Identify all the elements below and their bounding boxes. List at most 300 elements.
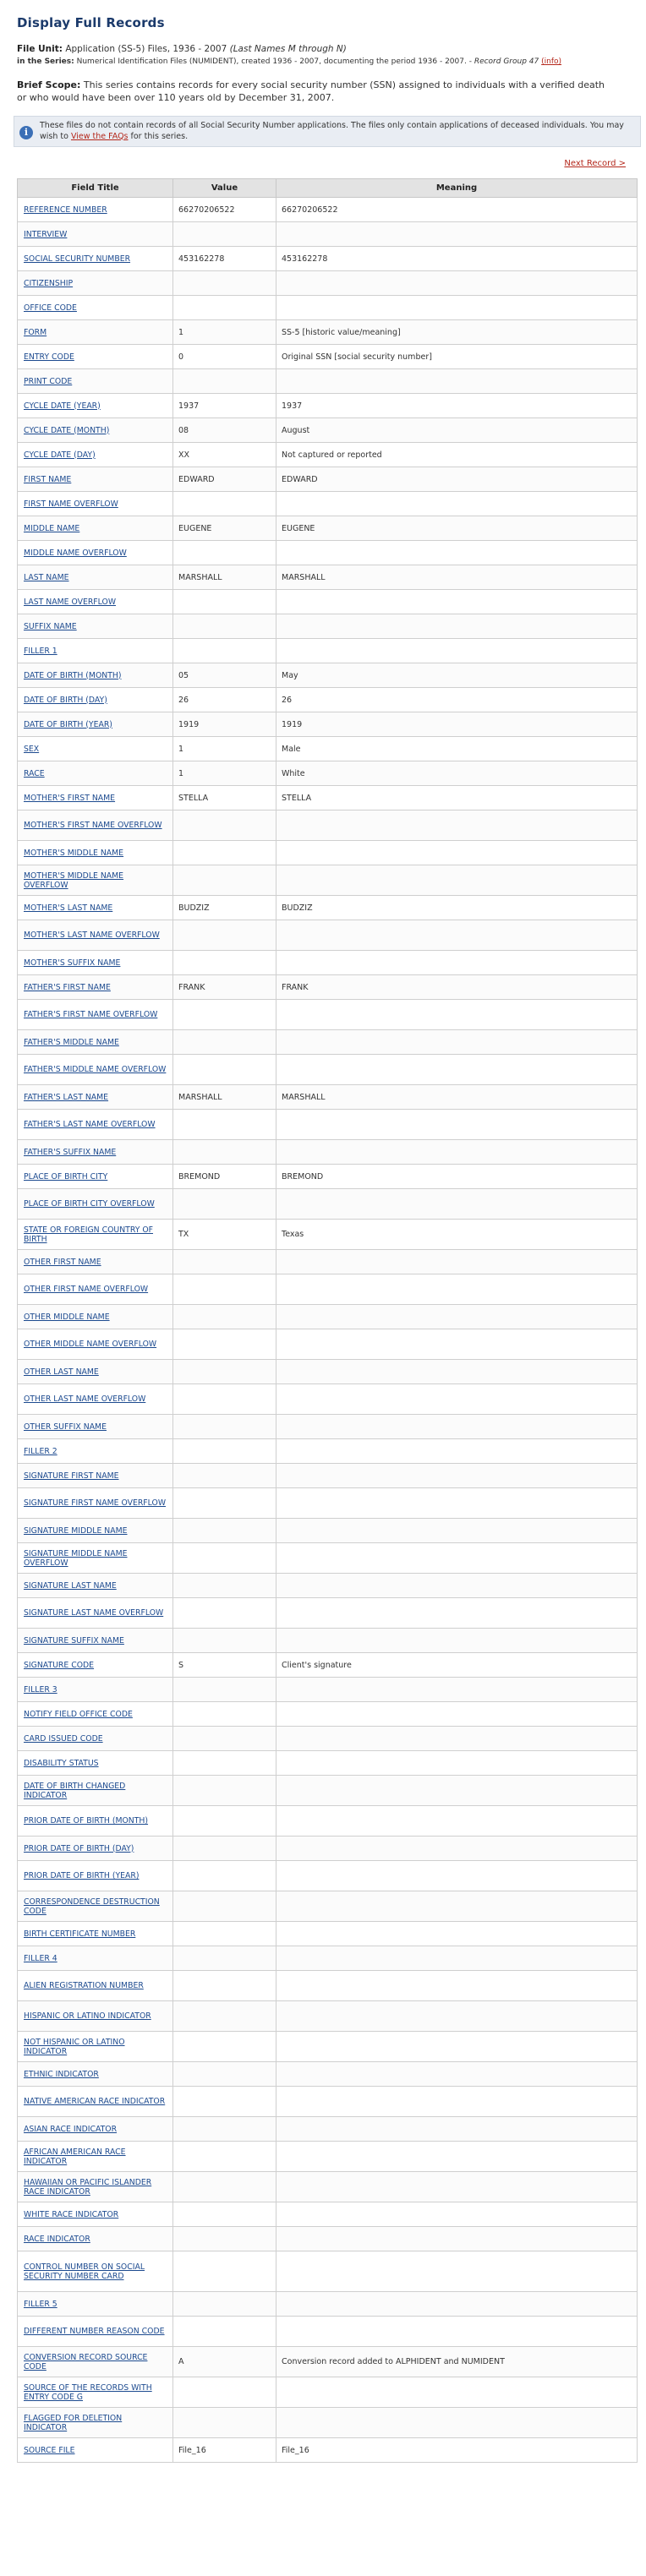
table-row bbox=[18, 920, 638, 951]
field-title-cell bbox=[18, 896, 173, 920]
table-row bbox=[18, 1946, 638, 1971]
field-title-link[interactable]: OTHER FIRST NAME OVERFLOW bbox=[24, 1285, 149, 1294]
value-cell bbox=[173, 1000, 276, 1030]
table-row bbox=[18, 2001, 638, 2032]
next-record-link[interactable]: Next Record > bbox=[564, 159, 626, 168]
field-title-link[interactable]: MOTHER'S SUFFIX NAME bbox=[24, 958, 121, 968]
value-cell bbox=[173, 296, 276, 320]
value-cell bbox=[173, 1360, 276, 1384]
table-row bbox=[18, 737, 638, 761]
value-cell bbox=[173, 639, 276, 663]
value-cell bbox=[173, 1543, 276, 1574]
value-cell bbox=[173, 1702, 276, 1727]
meaning-cell: Client's signature bbox=[276, 1653, 638, 1678]
value-cell bbox=[173, 1574, 276, 1598]
table-row bbox=[18, 1220, 638, 1250]
field-title-cell bbox=[18, 639, 173, 663]
field-title-link[interactable]: FATHER'S MIDDLE NAME bbox=[24, 1037, 119, 1047]
field-title-cell bbox=[18, 1543, 173, 1574]
field-title-link[interactable]: FATHER'S LAST NAME bbox=[24, 1092, 109, 1102]
value-cell bbox=[173, 1776, 276, 1806]
field-title-link[interactable]: NOT HISPANIC OR LATINO INDICATOR bbox=[24, 2037, 125, 2056]
field-title-link[interactable]: LAST NAME OVERFLOW bbox=[24, 597, 117, 607]
field-title-cell bbox=[18, 1030, 173, 1055]
field-title-link[interactable]: CARD ISSUED CODE bbox=[24, 1733, 103, 1744]
meaning-cell bbox=[276, 1861, 638, 1891]
value-cell: EDWARD bbox=[173, 467, 276, 492]
field-title-link[interactable]: PRIOR DATE OF BIRTH (DAY) bbox=[24, 1843, 134, 1853]
meaning-cell bbox=[276, 1946, 638, 1971]
value-cell bbox=[173, 1836, 276, 1861]
value-cell: FRANK bbox=[173, 975, 276, 1000]
field-title-link[interactable]: FILLER 2 bbox=[24, 1446, 57, 1456]
file-unit-line bbox=[17, 44, 626, 55]
table-row bbox=[18, 2202, 638, 2227]
field-title-link[interactable]: ETHNIC INDICATOR bbox=[24, 2069, 99, 2079]
table-row bbox=[18, 2292, 638, 2317]
field-title-link[interactable]: NOTIFY FIELD OFFICE CODE bbox=[24, 1709, 133, 1719]
field-title-cell bbox=[18, 1891, 173, 1922]
value-cell bbox=[173, 590, 276, 614]
field-title-link[interactable]: MOTHER'S MIDDLE NAME OVERFLOW bbox=[24, 870, 124, 890]
series-line bbox=[17, 57, 626, 68]
field-title-link[interactable]: CONTROL NUMBER ON SOCIAL SECURITY NUMBER CARD bbox=[24, 2262, 145, 2281]
field-title-link[interactable]: FILLER 4 bbox=[24, 1953, 57, 1963]
meaning-cell: File_16 bbox=[276, 2438, 638, 2463]
field-title-cell bbox=[18, 590, 173, 614]
value-cell bbox=[173, 614, 276, 639]
field-title-link[interactable]: FORM bbox=[24, 327, 47, 337]
meaning-cell bbox=[276, 810, 638, 841]
value-cell: MARSHALL bbox=[173, 1085, 276, 1110]
field-title-link[interactable]: OTHER FIRST NAME bbox=[24, 1257, 101, 1267]
field-title-cell bbox=[18, 2032, 173, 2062]
meaning-cell: SS-5 [historic value/meaning] bbox=[276, 320, 638, 345]
field-title-link[interactable]: MOTHER'S LAST NAME OVERFLOW bbox=[24, 931, 160, 940]
field-title-link[interactable]: CYCLE DATE (YEAR) bbox=[24, 401, 101, 411]
field-title-link[interactable]: SIGNATURE CODE bbox=[24, 1660, 95, 1670]
field-title-cell bbox=[18, 1806, 173, 1836]
value-cell: 0 bbox=[173, 345, 276, 369]
field-title-cell bbox=[18, 1439, 173, 1464]
meaning-cell bbox=[276, 1140, 638, 1165]
page-title: Display Full Records bbox=[17, 15, 165, 30]
table-row bbox=[18, 345, 638, 369]
field-title-link[interactable]: AFRICAN AMERICAN RACE INDICATOR bbox=[24, 2147, 126, 2166]
value-cell bbox=[173, 2251, 276, 2292]
value-cell: 1 bbox=[173, 737, 276, 761]
table-row bbox=[18, 1439, 638, 1464]
field-title-link[interactable]: SIGNATURE LAST NAME OVERFLOW bbox=[24, 1608, 164, 1618]
field-title-cell bbox=[18, 786, 173, 810]
field-title-link[interactable]: FATHER'S FIRST NAME bbox=[24, 982, 111, 992]
field-title-cell bbox=[18, 394, 173, 418]
table-row bbox=[18, 1329, 638, 1360]
field-title-cell bbox=[18, 565, 173, 590]
field-title-cell bbox=[18, 1220, 173, 1250]
table-row bbox=[18, 688, 638, 712]
value-cell bbox=[173, 2227, 276, 2251]
table-row bbox=[18, 2251, 638, 2292]
meaning-cell bbox=[276, 841, 638, 865]
field-title-link[interactable]: DATE OF BIRTH CHANGED INDICATOR bbox=[24, 1781, 126, 1800]
value-cell bbox=[173, 2202, 276, 2227]
field-title-link[interactable]: MOTHER'S FIRST NAME bbox=[24, 793, 116, 803]
field-title-link[interactable]: SIGNATURE SUFFIX NAME bbox=[24, 1635, 124, 1645]
meaning-cell bbox=[276, 541, 638, 565]
field-title-link[interactable]: WHITE RACE INDICATOR bbox=[24, 2209, 119, 2219]
field-title-cell bbox=[18, 369, 173, 394]
value-cell bbox=[173, 2292, 276, 2317]
field-title-cell bbox=[18, 2317, 173, 2347]
value-cell bbox=[173, 810, 276, 841]
field-title-link[interactable]: DISABILITY STATUS bbox=[24, 1758, 99, 1768]
table-row bbox=[18, 1085, 638, 1110]
field-title-cell bbox=[18, 2408, 173, 2438]
field-title-link[interactable]: PRIOR DATE OF BIRTH (MONTH) bbox=[24, 1816, 149, 1826]
field-title-link[interactable]: DIFFERENT NUMBER REASON CODE bbox=[24, 2327, 165, 2336]
table-row bbox=[18, 1000, 638, 1030]
value-cell: 26 bbox=[173, 688, 276, 712]
meaning-cell bbox=[276, 1110, 638, 1140]
series-text: Numerical Identification Files (NUMIDENT), created 1936 - 2007, documenting the period 1936 - 2007. - bbox=[76, 57, 474, 66]
field-title-link[interactable]: SOURCE FILE bbox=[24, 2445, 75, 2455]
field-title-link[interactable]: OTHER MIDDLE NAME bbox=[24, 1312, 110, 1322]
field-title-link[interactable]: SEX bbox=[24, 744, 40, 754]
value-cell: File_16 bbox=[173, 2438, 276, 2463]
field-title-link[interactable]: STATE OR FOREIGN COUNTRY OF BIRTH bbox=[24, 1225, 154, 1244]
meaning-cell bbox=[276, 2408, 638, 2438]
field-title-link[interactable]: OTHER LAST NAME OVERFLOW bbox=[24, 1394, 146, 1404]
field-title-link[interactable]: BIRTH CERTIFICATE NUMBER bbox=[24, 1929, 136, 1939]
field-title-cell bbox=[18, 247, 173, 271]
value-cell bbox=[173, 1629, 276, 1653]
table-row bbox=[18, 1653, 638, 1678]
field-title-link[interactable]: MOTHER'S LAST NAME bbox=[24, 903, 113, 913]
value-cell: 1919 bbox=[173, 712, 276, 737]
meaning-cell bbox=[276, 1543, 638, 1574]
value-cell bbox=[173, 2032, 276, 2062]
field-title-cell bbox=[18, 296, 173, 320]
value-cell bbox=[173, 1678, 276, 1702]
series-label: in the Series: bbox=[17, 57, 74, 66]
field-title-link[interactable]: FATHER'S MIDDLE NAME OVERFLOW bbox=[24, 1065, 167, 1074]
value-cell: 05 bbox=[173, 663, 276, 688]
meaning-cell: EUGENE bbox=[276, 516, 638, 541]
meaning-cell bbox=[276, 296, 638, 320]
value-cell bbox=[173, 1946, 276, 1971]
field-title-cell bbox=[18, 1305, 173, 1329]
value-cell: 1 bbox=[173, 320, 276, 345]
table-row bbox=[18, 1165, 638, 1189]
file-unit-label: File Unit: bbox=[17, 44, 63, 54]
value-cell bbox=[173, 1305, 276, 1329]
meaning-cell bbox=[276, 639, 638, 663]
field-title-link[interactable]: NATIVE AMERICAN RACE INDICATOR bbox=[24, 2097, 166, 2106]
field-title-link[interactable]: FILLER 3 bbox=[24, 1684, 57, 1695]
field-title-link[interactable]: RACE INDICATOR bbox=[24, 2234, 90, 2244]
meaning-cell: BUDZIZ bbox=[276, 896, 638, 920]
meaning-cell bbox=[276, 2251, 638, 2292]
field-title-cell bbox=[18, 1629, 173, 1653]
meaning-cell bbox=[276, 369, 638, 394]
table-row bbox=[18, 865, 638, 896]
field-title-cell bbox=[18, 2347, 173, 2377]
field-title-cell bbox=[18, 1274, 173, 1305]
meaning-cell bbox=[276, 1415, 638, 1439]
field-title-link[interactable]: ENTRY CODE bbox=[24, 352, 74, 362]
field-title-link[interactable]: DATE OF BIRTH (YEAR) bbox=[24, 719, 112, 729]
meaning-cell bbox=[276, 1678, 638, 1702]
value-cell bbox=[173, 1274, 276, 1305]
field-title-link[interactable]: FATHER'S FIRST NAME OVERFLOW bbox=[24, 1010, 158, 1019]
meaning-cell bbox=[276, 2377, 638, 2408]
field-title-link[interactable]: SOURCE OF THE RECORDS WITH ENTRY CODE G bbox=[24, 2382, 152, 2402]
meaning-cell bbox=[276, 590, 638, 614]
meaning-cell bbox=[276, 2227, 638, 2251]
field-title-link[interactable]: HAWAIIAN OR PACIFIC ISLANDER RACE INDICATOR bbox=[24, 2177, 152, 2197]
table-row bbox=[18, 1055, 638, 1085]
meaning-cell bbox=[276, 1030, 638, 1055]
field-title-cell bbox=[18, 467, 173, 492]
field-title-cell bbox=[18, 345, 173, 369]
field-title-link[interactable]: PRINT CODE bbox=[24, 376, 73, 386]
table-row bbox=[18, 2347, 638, 2377]
table-row bbox=[18, 1751, 638, 1776]
meaning-cell bbox=[276, 1000, 638, 1030]
table-row bbox=[18, 761, 638, 786]
meaning-cell bbox=[276, 1971, 638, 2001]
file-unit-text: Application (SS-5) Files, 1936 - 2007 bbox=[65, 44, 230, 54]
value-cell bbox=[173, 1055, 276, 1085]
value-cell bbox=[173, 2172, 276, 2202]
value-cell bbox=[173, 2087, 276, 2117]
meaning-cell bbox=[276, 1806, 638, 1836]
view-faqs-link[interactable]: View the FAQs bbox=[70, 131, 129, 141]
meaning-cell bbox=[276, 2142, 638, 2172]
meaning-cell bbox=[276, 1702, 638, 1727]
table-row bbox=[18, 2087, 638, 2117]
table-row bbox=[18, 1702, 638, 1727]
field-title-link[interactable]: SIGNATURE MIDDLE NAME bbox=[24, 1525, 128, 1536]
field-title-cell bbox=[18, 541, 173, 565]
meaning-cell bbox=[276, 951, 638, 975]
meaning-cell bbox=[276, 1274, 638, 1305]
field-title-link[interactable]: FIRST NAME bbox=[24, 474, 72, 484]
field-title-link[interactable]: CYCLE DATE (DAY) bbox=[24, 450, 96, 460]
value-cell: XX bbox=[173, 443, 276, 467]
field-title-link[interactable]: DATE OF BIRTH (MONTH) bbox=[24, 670, 122, 680]
field-title-cell bbox=[18, 1751, 173, 1776]
table-row bbox=[18, 951, 638, 975]
meaning-cell: Texas bbox=[276, 1220, 638, 1250]
notice-text-before: These files do not contain records of all Social Security Number applications. The files only contain applications of deceased individuals. You may wish to bbox=[40, 121, 624, 141]
table-row bbox=[18, 1922, 638, 1946]
meaning-cell bbox=[276, 2292, 638, 2317]
field-title-cell bbox=[18, 1836, 173, 1861]
field-title-link[interactable]: PLACE OF BIRTH CITY OVERFLOW bbox=[24, 1199, 155, 1209]
field-title-cell bbox=[18, 2202, 173, 2227]
field-title-link[interactable]: CORRESPONDENCE DESTRUCTION CODE bbox=[24, 1897, 160, 1916]
field-title-link[interactable]: FILLER 5 bbox=[24, 2299, 57, 2309]
table-row bbox=[18, 467, 638, 492]
field-title-link[interactable]: ASIAN RACE INDICATOR bbox=[24, 2124, 118, 2134]
table-body bbox=[18, 198, 638, 2463]
value-cell: A bbox=[173, 2347, 276, 2377]
field-title-link[interactable]: CITIZENSHIP bbox=[24, 278, 74, 288]
brief-scope-text: This series contains records for every social security number (SSN) assigned to individuals with a verified death or who would have been over 110 years old by December 31, 2007. bbox=[17, 79, 605, 103]
field-title-cell bbox=[18, 1464, 173, 1488]
field-title-link[interactable]: SIGNATURE FIRST NAME bbox=[24, 1471, 119, 1481]
field-title-link[interactable]: FATHER'S SUFFIX NAME bbox=[24, 1147, 117, 1157]
value-cell bbox=[173, 2142, 276, 2172]
value-cell bbox=[173, 1751, 276, 1776]
value-cell bbox=[173, 1891, 276, 1922]
table-row bbox=[18, 516, 638, 541]
table-row bbox=[18, 2377, 638, 2408]
field-title-cell bbox=[18, 1598, 173, 1629]
value-cell bbox=[173, 865, 276, 896]
field-title-link[interactable]: OTHER LAST NAME bbox=[24, 1367, 99, 1377]
meaning-cell: BREMOND bbox=[276, 1165, 638, 1189]
value-cell: 08 bbox=[173, 418, 276, 443]
meaning-cell bbox=[276, 1439, 638, 1464]
table-row bbox=[18, 1574, 638, 1598]
field-title-link[interactable]: CONVERSION RECORD SOURCE CODE bbox=[24, 2352, 148, 2371]
field-title-link[interactable]: MIDDLE NAME bbox=[24, 523, 80, 533]
field-title-link[interactable]: OTHER SUFFIX NAME bbox=[24, 1422, 107, 1432]
field-title-link[interactable]: SUFFIX NAME bbox=[24, 621, 77, 631]
field-title-link[interactable]: FILLER 1 bbox=[24, 646, 57, 656]
series-info-link[interactable]: (info) bbox=[541, 57, 562, 66]
field-title-link[interactable]: FLAGGED FOR DELETION INDICATOR bbox=[24, 2413, 123, 2432]
meaning-cell bbox=[276, 2032, 638, 2062]
value-cell: 66270206522 bbox=[173, 198, 276, 222]
table-row bbox=[18, 1776, 638, 1806]
field-title-cell bbox=[18, 1329, 173, 1360]
value-cell bbox=[173, 2408, 276, 2438]
field-title-link[interactable]: SOCIAL SECURITY NUMBER bbox=[24, 254, 131, 264]
table-row bbox=[18, 1274, 638, 1305]
value-cell: STELLA bbox=[173, 786, 276, 810]
field-title-link[interactable]: MOTHER'S FIRST NAME OVERFLOW bbox=[24, 821, 162, 830]
field-title-cell bbox=[18, 2062, 173, 2087]
field-title-link[interactable]: PLACE OF BIRTH CITY bbox=[24, 1171, 108, 1182]
meaning-cell: EDWARD bbox=[276, 467, 638, 492]
field-title-link[interactable]: HISPANIC OR LATINO INDICATOR bbox=[24, 2011, 151, 2021]
value-cell bbox=[173, 1806, 276, 1836]
brief-scope bbox=[17, 79, 626, 104]
table-row bbox=[18, 198, 638, 222]
field-title-link[interactable]: MIDDLE NAME OVERFLOW bbox=[24, 548, 127, 558]
table-header-row bbox=[18, 179, 638, 198]
value-cell bbox=[173, 492, 276, 516]
meaning-cell bbox=[276, 2001, 638, 2032]
field-title-cell bbox=[18, 1415, 173, 1439]
field-title-link[interactable]: FIRST NAME OVERFLOW bbox=[24, 499, 118, 509]
value-cell bbox=[173, 2062, 276, 2087]
meaning-cell bbox=[276, 1727, 638, 1751]
field-title-cell bbox=[18, 737, 173, 761]
records-table bbox=[17, 178, 638, 2463]
field-title-cell bbox=[18, 1055, 173, 1085]
field-title-link[interactable]: DATE OF BIRTH (DAY) bbox=[24, 695, 107, 705]
meaning-cell bbox=[276, 1189, 638, 1220]
field-title-cell bbox=[18, 1653, 173, 1678]
meaning-cell: White bbox=[276, 761, 638, 786]
field-title-link[interactable]: RACE bbox=[24, 768, 45, 778]
meaning-cell bbox=[276, 1384, 638, 1415]
meaning-cell bbox=[276, 1598, 638, 1629]
value-cell: EUGENE bbox=[173, 516, 276, 541]
value-cell bbox=[173, 951, 276, 975]
field-title-cell bbox=[18, 1140, 173, 1165]
meaning-cell bbox=[276, 2087, 638, 2117]
meaning-cell bbox=[276, 1891, 638, 1922]
value-cell bbox=[173, 369, 276, 394]
field-title-link[interactable]: FATHER'S LAST NAME OVERFLOW bbox=[24, 1120, 156, 1129]
meaning-cell: 453162278 bbox=[276, 247, 638, 271]
table-row bbox=[18, 1140, 638, 1165]
field-title-link[interactable]: SIGNATURE LAST NAME bbox=[24, 1580, 117, 1591]
field-title-cell bbox=[18, 1727, 173, 1751]
value-cell: 453162278 bbox=[173, 247, 276, 271]
table-row bbox=[18, 1836, 638, 1861]
field-title-cell bbox=[18, 443, 173, 467]
header-field-title: Field Title bbox=[18, 179, 173, 198]
value-cell bbox=[173, 271, 276, 296]
field-title-cell bbox=[18, 1085, 173, 1110]
field-title-link[interactable]: OTHER MIDDLE NAME OVERFLOW bbox=[24, 1340, 157, 1349]
table-row bbox=[18, 1891, 638, 1922]
notice-box bbox=[14, 116, 641, 147]
table-row bbox=[18, 1360, 638, 1384]
value-cell bbox=[173, 1464, 276, 1488]
table-row bbox=[18, 1250, 638, 1274]
table-row bbox=[18, 2227, 638, 2251]
value-cell bbox=[173, 222, 276, 247]
field-title-link[interactable]: PRIOR DATE OF BIRTH (YEAR) bbox=[24, 1871, 140, 1880]
value-cell bbox=[173, 1415, 276, 1439]
table-row bbox=[18, 492, 638, 516]
field-title-link[interactable]: SIGNATURE MIDDLE NAME OVERFLOW bbox=[24, 1548, 128, 1568]
field-title-link[interactable]: INTERVIEW bbox=[24, 229, 68, 239]
field-title-link[interactable]: REFERENCE NUMBER bbox=[24, 205, 107, 215]
field-title-cell bbox=[18, 1776, 173, 1806]
meaning-cell: Conversion record added to ALPHIDENT and NUMIDENT bbox=[276, 2347, 638, 2377]
table-row bbox=[18, 1861, 638, 1891]
field-title-link[interactable]: SIGNATURE FIRST NAME OVERFLOW bbox=[24, 1498, 167, 1508]
field-title-link[interactable]: MOTHER'S MIDDLE NAME bbox=[24, 848, 124, 858]
meaning-cell: Male bbox=[276, 737, 638, 761]
table-row bbox=[18, 2142, 638, 2172]
meaning-cell bbox=[276, 1922, 638, 1946]
field-title-link[interactable]: LAST NAME bbox=[24, 572, 69, 582]
field-title-link[interactable]: ALIEN REGISTRATION NUMBER bbox=[24, 1981, 144, 1990]
table-row bbox=[18, 565, 638, 590]
next-record-container bbox=[17, 159, 626, 168]
field-title-cell bbox=[18, 712, 173, 737]
field-title-link[interactable]: OFFICE CODE bbox=[24, 303, 77, 313]
value-cell bbox=[173, 1110, 276, 1140]
field-title-cell bbox=[18, 1678, 173, 1702]
notice-text bbox=[40, 121, 633, 142]
value-cell bbox=[173, 1439, 276, 1464]
field-title-link[interactable]: CYCLE DATE (MONTH) bbox=[24, 425, 110, 435]
meaning-cell: 1937 bbox=[276, 394, 638, 418]
record-group: Record Group 47 bbox=[474, 57, 539, 66]
value-cell bbox=[173, 1861, 276, 1891]
